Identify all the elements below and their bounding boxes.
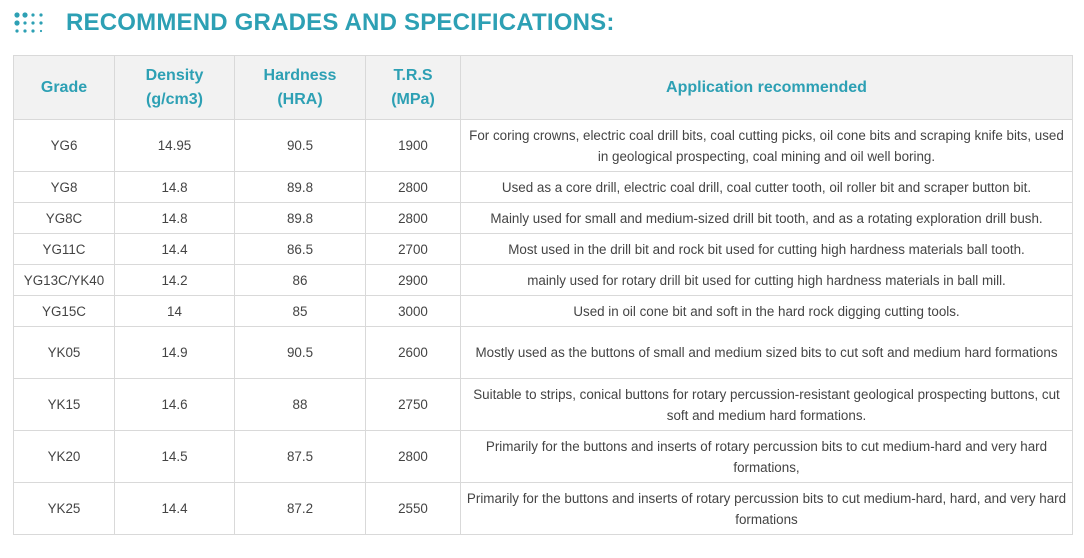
cell-hardness: 89.8	[235, 203, 366, 234]
cell-application: Primarily for the buttons and inserts of rotary percussion bits to cut medium-hard and very hard formations,	[461, 431, 1073, 483]
cell-hardness: 88	[235, 379, 366, 431]
dot	[23, 29, 26, 32]
cell-hardness: 89.8	[235, 172, 366, 203]
section-title: RECOMMEND GRADES AND SPECIFICATIONS:	[66, 9, 615, 36]
cell-trs: 2800	[366, 431, 461, 483]
cell-trs: 1900	[366, 120, 461, 172]
cell-trs: 2800	[366, 203, 461, 234]
cell-density: 14	[115, 296, 235, 327]
cell-grade: YG8C	[14, 203, 115, 234]
dot	[39, 21, 42, 24]
dots-grid-icon	[14, 12, 46, 34]
dot	[31, 21, 34, 24]
cell-application: Used in oil cone bit and soft in the hard rock digging cutting tools.	[461, 296, 1073, 327]
column-header-grade: Grade	[14, 56, 115, 120]
cell-density: 14.6	[115, 379, 235, 431]
dot	[14, 20, 19, 25]
cell-grade: YG13C/YK40	[14, 265, 115, 296]
dot	[31, 29, 34, 32]
dot	[22, 12, 27, 17]
dot	[15, 29, 18, 32]
cell-trs: 3000	[366, 296, 461, 327]
table-row	[14, 265, 1073, 296]
cell-grade: YK20	[14, 431, 115, 483]
table-row	[14, 379, 1073, 431]
cell-trs: 2550	[366, 483, 461, 535]
cell-application: For coring crowns, electric coal drill bits, coal cutting picks, oil cone bits and scraping knife bits, used in geological prospecting, coal mining and oil well boring.	[461, 120, 1073, 172]
cell-hardness: 86.5	[235, 234, 366, 265]
specifications-table	[13, 55, 1073, 535]
cell-hardness: 87.2	[235, 483, 366, 535]
table-row	[14, 234, 1073, 265]
section-header	[0, 0, 1084, 50]
cell-trs: 2900	[366, 265, 461, 296]
dot	[40, 30, 42, 32]
cell-density: 14.8	[115, 172, 235, 203]
dot	[31, 13, 34, 16]
cell-trs: 2700	[366, 234, 461, 265]
dot	[14, 12, 19, 17]
cell-hardness: 90.5	[235, 120, 366, 172]
cell-grade: YG6	[14, 120, 115, 172]
cell-hardness: 90.5	[235, 327, 366, 379]
cell-grade: YK05	[14, 327, 115, 379]
cell-density: 14.8	[115, 203, 235, 234]
table-header-row	[14, 56, 1073, 120]
cell-hardness: 85	[235, 296, 366, 327]
cell-application: Primarily for the buttons and inserts of rotary percussion bits to cut medium-hard, hard, and very hard formations	[461, 483, 1073, 535]
cell-hardness: 86	[235, 265, 366, 296]
table-row	[14, 483, 1073, 535]
cell-application: Mainly used for small and medium-sized drill bit tooth, and as a rotating exploration drill bush.	[461, 203, 1073, 234]
cell-grade: YK25	[14, 483, 115, 535]
cell-density: 14.5	[115, 431, 235, 483]
table-row	[14, 120, 1073, 172]
cell-application: Suitable to strips, conical buttons for rotary percussion-resistant geological prospecting buttons, cut soft and medium hard formations.	[461, 379, 1073, 431]
cell-grade: YG11C	[14, 234, 115, 265]
cell-density: 14.95	[115, 120, 235, 172]
dot	[39, 13, 42, 16]
dot	[23, 21, 26, 24]
table-row	[14, 203, 1073, 234]
cell-trs: 2800	[366, 172, 461, 203]
cell-application: Most used in the drill bit and rock bit used for cutting high hardness materials ball tooth.	[461, 234, 1073, 265]
table-row	[14, 296, 1073, 327]
table-row	[14, 431, 1073, 483]
cell-grade: YG8	[14, 172, 115, 203]
table-row	[14, 172, 1073, 203]
cell-density: 14.4	[115, 234, 235, 265]
column-header-hardness: Hardness (HRA)	[235, 56, 366, 120]
cell-density: 14.9	[115, 327, 235, 379]
table-row	[14, 327, 1073, 379]
cell-application: Used as a core drill, electric coal drill, coal cutter tooth, oil roller bit and scraper button bit.	[461, 172, 1073, 203]
cell-density: 14.4	[115, 483, 235, 535]
cell-application: Mostly used as the buttons of small and medium sized bits to cut soft and medium hard formations	[461, 327, 1073, 379]
column-header-application: Application recommended	[461, 56, 1073, 120]
cell-trs: 2750	[366, 379, 461, 431]
cell-grade: YK15	[14, 379, 115, 431]
cell-application: mainly used for rotary drill bit used for cutting high hardness materials in ball mill.	[461, 265, 1073, 296]
column-header-trs: T.R.S (MPa)	[366, 56, 461, 120]
cell-trs: 2600	[366, 327, 461, 379]
cell-density: 14.2	[115, 265, 235, 296]
column-header-density: Density (g/cm3)	[115, 56, 235, 120]
cell-hardness: 87.5	[235, 431, 366, 483]
cell-grade: YG15C	[14, 296, 115, 327]
